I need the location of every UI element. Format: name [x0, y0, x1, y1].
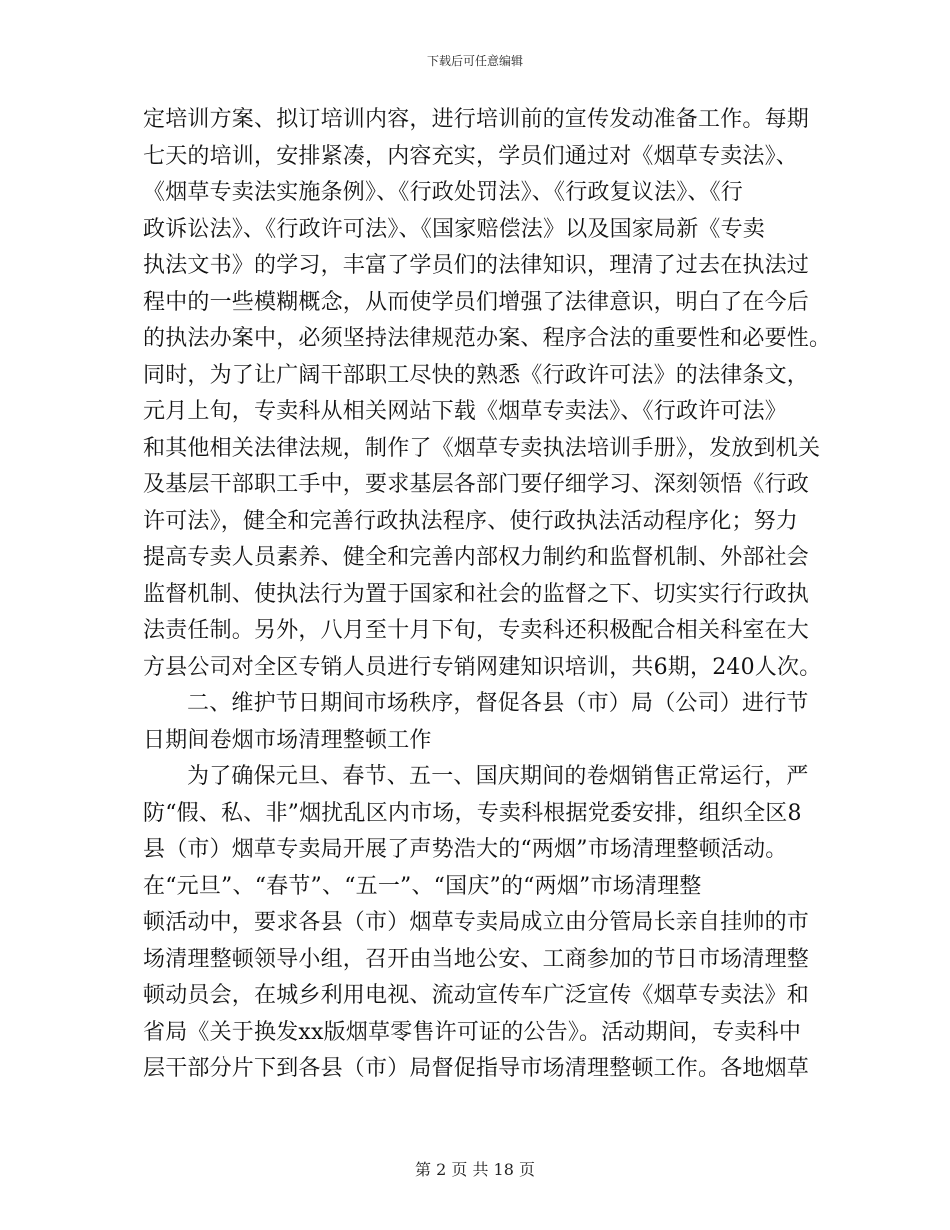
text-line: 元月上旬，专卖科从相关网站下载《烟草专卖法》、《行政许可法》: [143, 399, 788, 424]
text-line: 《烟草专卖法实施条例》、《行政处罚法》、《行政复议法》、《行: [143, 180, 744, 205]
page-number: 第 2 页 共 18 页: [415, 1160, 535, 1179]
text-line: 省局《关于换发xx版烟草零售许可证的公告》。活动期间，专卖科中: [143, 1019, 802, 1045]
text-line: 在“元旦”、“春节”、“五一”、“国庆”的“两烟”市场清理整: [143, 873, 702, 899]
text-line: 层干部分片下到各县（市）局督促指导市场清理整顿工作。各地烟草: [143, 1056, 810, 1081]
text-line: 许可法》，健全和完善行政执法程序、使行政执法活动程序化；努力: [143, 508, 799, 534]
page-header: 下载后可任意编辑: [426, 54, 523, 68]
text-line: 及基层干部职工手中，要求基层各部门要仔细学习、深刻领悟《行政: [143, 472, 810, 497]
text-line: 法责任制。另外，八月至十月下旬，专卖科还积极配合相关科室在大: [143, 618, 810, 643]
section-heading-line: 日期间卷烟市场清理整顿工作: [143, 727, 432, 753]
text-line: 为了确保元旦、春节、五一、国庆期间的卷烟销售正常运行，严: [187, 764, 809, 789]
text-line: 定培训方案、拟订培训内容，进行培训前的宣传发动准备工作。每期: [143, 107, 810, 132]
text-line: 顿活动中，要求各县（市）烟草专卖局成立由分管局长亲自挂帅的市: [143, 910, 810, 935]
document-body: [143, 102, 832, 1088]
text-line: 顿动员会，在城乡利用电视、流动宣传车广泛宣传《烟草专卖法》和: [143, 983, 810, 1008]
section-heading-line: 二、维护节日期间市场秩序，督促各县（市）局（公司）进行节: [187, 691, 809, 716]
text-line: 执法文书》的学习，丰富了学员们的法律知识，理清了过去在执法过: [143, 253, 810, 278]
text-line: 县（市）烟草专卖局开展了声势浩大的“两烟”市场清理整顿活动。: [143, 837, 788, 862]
text-line: 方县公司对全区专销人员进行专销网建知识培训，共6期，240人次。: [143, 654, 822, 680]
text-line: 场清理整顿领导小组，召开由当地公安、工商参加的节日市场清理整: [143, 946, 810, 972]
text-line: 提高专卖人员素养、健全和完善内部权力制约和监督机制、外部社会: [143, 545, 810, 570]
text-line: 同时，为了让广阔干部职工尽快的熟悉《行政许可法》的法律条文，: [143, 362, 810, 388]
text-line: 政诉讼法》、《行政许可法》、《国家赔偿法》以及国家局新《专卖: [143, 216, 766, 242]
text-line: 的执法办案中，必须坚持法律规范办案、程序合法的重要性和必要性。: [143, 326, 832, 351]
text-line: 防“假、私、非”烟扰乱区内市场，专卖科根据党委安排，组织全区8: [143, 800, 802, 826]
text-line: 监督机制、使执法行为置于国家和社会的监督之下、切实实行行政执: [143, 581, 810, 607]
text-line: 和其他相关法律法规，制作了《烟草专卖执法培训手册》，发放到机关: [143, 435, 821, 461]
text-line: 程中的一些模糊概念，从而使学员们增强了法律意识，明白了在今后: [143, 289, 810, 315]
text-line: 七天的培训，安排紧凑，内容充实，学员们通过对《烟草专卖法》、: [143, 143, 799, 169]
